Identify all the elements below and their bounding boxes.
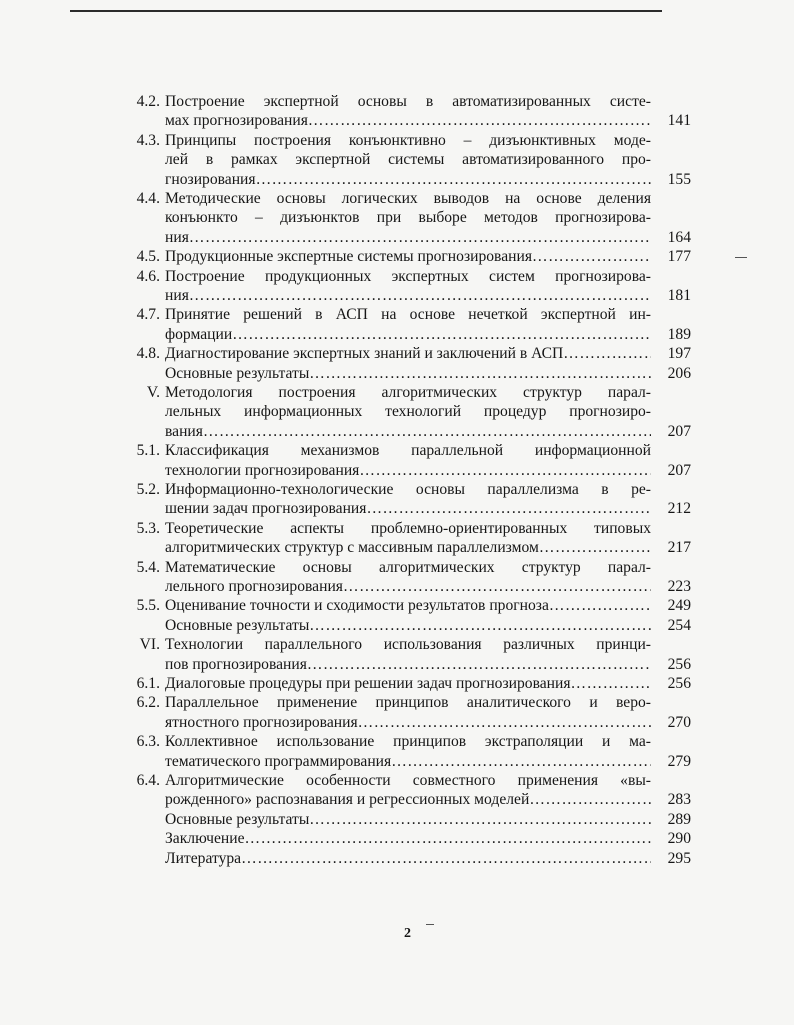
toc-entry	[118, 771, 698, 810]
toc-entry	[118, 480, 698, 519]
toc-entry-title	[165, 596, 651, 615]
toc-entry-number: 6.2.	[136, 694, 160, 712]
toc-entry-number: 6.1.	[136, 675, 160, 693]
toc-entry-title	[165, 441, 651, 480]
toc-entry-title-line: лельных информационных технологий процедур прогнозиро-	[165, 403, 651, 421]
page-number: 2	[404, 926, 411, 941]
toc-entry-number: 4.3.	[136, 131, 160, 149]
toc-entry-title-line: Классификация механизмов параллельной информационной	[165, 442, 651, 460]
toc-entry	[118, 693, 698, 732]
toc-entry	[118, 519, 698, 558]
toc-entry-title-last-line: лельного прогнозирования	[165, 578, 343, 596]
toc-entry-title	[165, 305, 651, 344]
dot-leader	[549, 597, 651, 614]
toc-entry-number: 5.3.	[136, 519, 160, 537]
toc-entry-page: 212	[667, 500, 691, 518]
toc-entry-page: 155	[667, 170, 691, 188]
toc-entry	[118, 674, 698, 693]
dot-leader	[241, 850, 651, 867]
toc-entry-page: 217	[667, 539, 691, 557]
toc-entry-number: V.	[146, 384, 160, 402]
toc-entry-title	[165, 247, 651, 266]
toc-entry-title-last-line: алгоритмических структур с массивным параллелизмом	[165, 539, 539, 557]
toc-entry-number: 5.4.	[136, 558, 160, 576]
toc-entry-title	[165, 635, 651, 674]
toc-entry-page: 164	[667, 228, 691, 246]
toc-entry-number: 5.2.	[136, 481, 160, 499]
toc-entry-title-last-line: Диагностирование экспертных знаний и заключений в АСП	[165, 345, 564, 363]
dot-leader	[358, 714, 651, 731]
toc-entry-page: 206	[667, 364, 691, 382]
toc-entry-title-line: Методология построения алгоритмических структур парал-	[165, 384, 651, 402]
toc-entry-title-last-line: Основные результаты	[165, 616, 310, 634]
scan-mark	[735, 257, 747, 258]
toc-entry-number: VI.	[139, 636, 160, 654]
toc-entry-number: 4.4.	[136, 190, 160, 207]
toc-entry-page: 249	[667, 597, 691, 615]
dot-leader	[307, 656, 651, 673]
toc-entry-page: 207	[667, 422, 691, 440]
dot-leader	[309, 365, 651, 382]
toc-entry-title-line: Алгоритмические особенности совместного применения «вы-	[165, 772, 651, 790]
toc-entry	[118, 344, 698, 363]
toc-entry-number: 4.8.	[136, 345, 160, 363]
toc-entry-title-line: Технологии параллельного использования различных принци-	[165, 636, 651, 654]
toc-entry-page: 207	[667, 461, 691, 479]
toc-entry	[118, 131, 698, 189]
dot-leader	[189, 229, 651, 246]
toc-entry-page: 283	[667, 791, 691, 809]
toc-entry-title-line: Коллективное использование принципов экстраполяции и ма-	[165, 733, 651, 751]
toc-entry-title	[165, 519, 651, 558]
toc-entry-title-line: Принятие решений в АСП на основе нечеткой экспертной ин-	[165, 306, 651, 324]
scan-top-edge	[70, 10, 662, 12]
dot-leader	[203, 423, 651, 440]
toc-entry-page: 223	[667, 578, 691, 595]
toc-entry-title-line: Параллельное применение принципов аналитического и веро-	[165, 694, 651, 712]
toc-entry-title	[165, 267, 651, 306]
toc-entry	[118, 383, 698, 441]
toc-entry-number: 6.3.	[136, 733, 160, 751]
dot-leader	[309, 617, 651, 634]
toc-entry-title-line: Информационно-технологические основы параллелизма в ре-	[165, 481, 651, 499]
toc-entry-title	[165, 693, 651, 732]
toc-entry-page: 289	[667, 810, 691, 828]
toc-entry-title	[165, 849, 651, 868]
toc-entry-title	[165, 344, 651, 363]
toc-entry-number: 4.2.	[136, 93, 160, 110]
toc-entry-title-last-line: Основные результаты	[165, 364, 310, 382]
toc-entry	[118, 247, 698, 266]
toc-entry	[118, 92, 698, 131]
toc-entry	[118, 635, 698, 674]
toc-entry-title-last-line: ния	[165, 287, 189, 305]
toc-entry-title	[165, 829, 651, 848]
dot-leader	[343, 578, 651, 595]
toc-entry-page: 256	[667, 675, 691, 693]
toc-entry-title-line: Построение экспертной основы в автоматизированных систе-	[165, 93, 651, 110]
toc-entry-title-line: Принципы построения конъюнктивно – дизъюнктивных моде-	[165, 131, 651, 149]
toc-entry-title-last-line: гнозирования	[165, 170, 256, 188]
dot-leader	[308, 112, 651, 129]
toc-entry	[118, 189, 698, 247]
toc-entry	[118, 616, 698, 635]
dot-leader	[571, 675, 651, 692]
toc-entry-title-line: лей в рамках экспертной системы автоматизированного про-	[165, 151, 651, 169]
toc-entry-title-last-line: ятностного прогнозирования	[165, 713, 358, 731]
toc-entry-title-last-line: Диалоговые процедуры при решении задач прогнозирования	[165, 675, 571, 693]
toc-entry-title-last-line: шении задач прогнозирования	[165, 500, 367, 518]
toc-entry-title-last-line: мах прогнозирования	[165, 112, 308, 130]
toc-entry-page: 197	[667, 345, 691, 363]
toc-entry-page: 270	[667, 713, 691, 731]
toc-entry-page: 189	[667, 325, 691, 343]
toc-entry-title	[165, 131, 651, 189]
scan-mark	[426, 924, 434, 925]
toc-entry-page: 290	[667, 830, 691, 848]
toc-entry-number: 6.4.	[136, 772, 160, 790]
toc-entry-title-last-line: тематического программирования	[165, 752, 392, 770]
dot-leader	[232, 326, 651, 343]
toc-entry-number: 5.5.	[136, 597, 160, 615]
toc-entry-title-last-line: Литература	[165, 849, 242, 867]
toc-entry-title	[165, 480, 651, 519]
dot-leader	[359, 462, 651, 479]
toc-entry-title	[165, 364, 651, 383]
toc-entry	[118, 849, 698, 868]
toc-entry-title-line: Теоретические аспекты проблемно-ориентированных типовых	[165, 519, 651, 537]
dot-leader	[189, 287, 651, 304]
toc-entry-title	[165, 771, 651, 810]
toc-entry-title-last-line: Заключение	[165, 830, 245, 848]
toc-entry-title-line: Математические основы алгоритмических структур парал-	[165, 558, 651, 576]
dot-leader	[245, 830, 651, 847]
toc-entry	[118, 305, 698, 344]
toc-entry-title	[165, 810, 651, 829]
toc-entry-page: 295	[667, 849, 691, 867]
toc-entry-title	[165, 558, 651, 597]
dot-leader	[539, 539, 651, 556]
toc-entry-page: 181	[667, 287, 691, 304]
toc-entry-title	[165, 674, 651, 693]
toc-entry-title	[165, 189, 651, 247]
toc-entry-title-line: Построение продукционных экспертных систем прогнозирова-	[165, 267, 651, 285]
toc-entry-title-last-line: Оценивание точности и сходимости результатов прогноза	[165, 597, 549, 615]
toc-entry-title-line: конъюнкто – дизъюнктов при выборе методов прогнозирова-	[165, 209, 651, 227]
toc-entry-title	[165, 616, 651, 635]
dot-leader	[366, 500, 651, 517]
toc-entry-title-last-line: Основные результаты	[165, 810, 310, 828]
toc-entry-number: 4.6.	[136, 267, 160, 285]
toc-entry-number: 5.1.	[136, 442, 160, 460]
dot-leader	[529, 791, 651, 808]
toc-entry	[118, 364, 698, 383]
table-of-contents	[118, 92, 698, 868]
toc-entry-title-last-line: технологии прогнозирования	[165, 461, 360, 479]
toc-entry-page: 279	[667, 752, 691, 770]
toc-entry-title	[165, 383, 651, 441]
toc-entry	[118, 596, 698, 615]
toc-entry-number: 4.7.	[136, 306, 160, 324]
dot-leader	[563, 345, 651, 362]
dot-leader	[309, 811, 651, 828]
toc-entry-title	[165, 732, 651, 771]
toc-entry-number: 4.5.	[136, 248, 160, 266]
toc-entry	[118, 732, 698, 771]
toc-entry	[118, 829, 698, 848]
toc-entry-title-last-line: рожденного» распознавания и регрессионных моделей	[165, 791, 530, 809]
toc-entry	[118, 810, 698, 829]
toc-entry-page: 177	[667, 248, 691, 266]
toc-entry-title-last-line: формации	[165, 325, 233, 343]
toc-entry-page: 141	[667, 112, 691, 130]
toc-entry-title-last-line: вания	[165, 422, 203, 440]
toc-entry	[118, 441, 698, 480]
toc-entry-title-last-line: Продукционные экспертные системы прогнозирования	[165, 248, 532, 266]
dot-leader	[391, 753, 651, 770]
toc-entry-title-last-line: ния	[165, 228, 189, 246]
toc-entry-page: 254	[667, 616, 691, 634]
toc-entry	[118, 267, 698, 306]
toc-entry	[118, 558, 698, 597]
dot-leader	[532, 248, 651, 265]
toc-entry-title-line: Методические основы логических выводов на основе деления	[165, 190, 651, 207]
toc-entry-title-last-line: пов прогнозирования	[165, 655, 307, 673]
toc-entry-page: 256	[667, 655, 691, 673]
toc-entry-title	[165, 92, 651, 131]
dot-leader	[256, 171, 651, 188]
